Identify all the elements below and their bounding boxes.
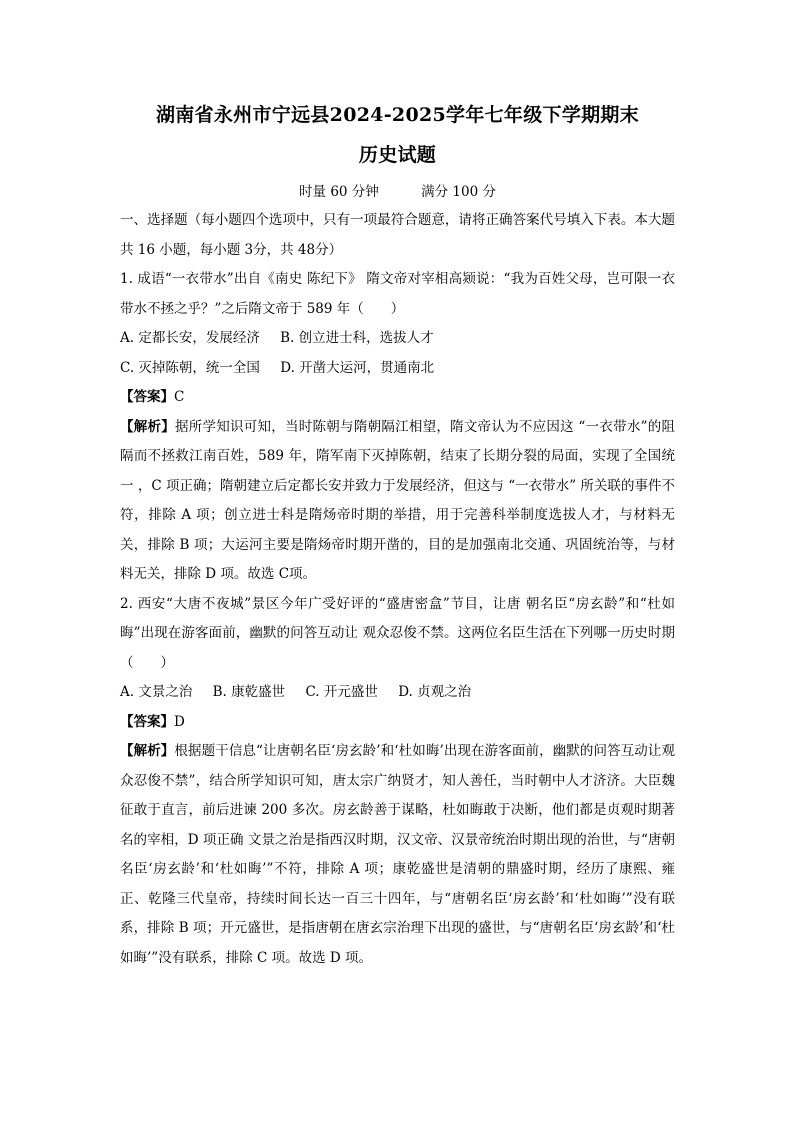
- q1-answer: [120, 383, 675, 413]
- q1-option-c: C. 灭掉陈朝，统一全国: [120, 359, 260, 376]
- q2-option-a: A. 文景之治: [120, 684, 193, 700]
- q2-options-row: [120, 678, 675, 708]
- q1-options-row1: [120, 324, 675, 354]
- q1-answer-tag: 【答案】: [120, 389, 174, 405]
- exam-meta: [120, 182, 675, 202]
- q2-option-c: C. 开元盛世: [305, 684, 378, 700]
- q1-option-a: A. 定都长安，发展经济: [120, 330, 260, 346]
- q2-answer-tag: 【答案】: [120, 713, 174, 730]
- q2-analysis-text: 根据题干信息“让唐朝名臣‘房玄龄’和‘杜如晦’出现在游客面前，幽默的问答互动让观众忍俊不禁”，结合所学知识可知，唐太宗广纳贤才，知人善任，当时朝中人才济济。大臣魏征敢于直言，前后进谏 200 多次。房玄龄善于谋略，杜如晦敢于决断，他们都是贞观时期著名的宰相，D 项正确 文景之治是指西汉时期，汉文帝、汉景帝统治时期出现的治世，与“唐朝名臣‘房玄龄’和‘杜如晦’”不符，排除 A 项；康乾盛世是清朝的鼎盛时期，经历了康熙、雍正、乾隆三代皇帝，持续时间长达一百三十四年，与“唐朝名臣‘房玄龄’和‘杜如晦’”没有联系，排除 B 项；开元盛世，是指唐朝在唐玄宗治理下出现的盛世，与“唐朝名臣‘房玄龄’和‘杜如晦’”没有联系，排除 C 项。故选 D 项。: [120, 743, 675, 966]
- document-page: [120, 100, 675, 973]
- exam-score: 满分 100 分: [421, 184, 496, 200]
- q1-answer-value: C: [174, 389, 185, 405]
- section-intro: 一、选择题（每小题四个选项中，只有一项最符合题意，请将正确答案代号填入下表。本大题共 16 小题，每小题 3分，共 48分）: [120, 212, 675, 258]
- q2-analysis-tag: 【解析】: [120, 743, 175, 759]
- q2-option-b: B. 康乾盛世: [212, 684, 286, 700]
- q1-analysis-text: 据所学知识可知，当时陈朝与隋朝隔江相望，隋文帝认为不应因这 “一衣带水”的阻隔而不拯救江南百姓，589 年，隋军南下灭掉陈朝，结束了长期分裂的局面，实现了全国统一 ，C 项正确；隋朝建立后定都长安并致力于发展经济，但这与 “一衣带水” 所关联的事件不符，排除 A 项；创立进士科是隋炀帝时期的举措，用于完善科举制度选拔人才，与材料无关，排除 B 项；大运河主要是隋炀帝时期开凿的，目的是加强南北交通、巩固统治等，与材料无关，排除 D 项。故选 C项。: [120, 418, 676, 582]
- exam-time: 时量 60 分钟: [299, 184, 379, 200]
- q1-option-d: D. 开凿大运河，贯通南北: [280, 359, 435, 376]
- q1-stem: 1. 成语“一衣带水”出自《南史 陈纪下》 隋文帝对宰相高颎说：“我为百姓父母，岂可限一衣带水不拯之乎？”之后隋文帝于 589 年（ ）: [120, 271, 675, 317]
- q2-stem: 2. 西安“大唐不夜城”景区今年广受好评的“盛唐密盒”节目，让唐 朝名臣“房玄龄”和“杜如晦”出现在游客面前，幽默的问答互动让 观众忍俊不禁。这两位名臣生活在下列哪一历史时期（ ）: [120, 595, 675, 671]
- q2-analysis: [120, 737, 675, 973]
- q2-answer: [120, 708, 675, 738]
- q1-analysis: [120, 413, 675, 590]
- q1-options-row2: [120, 354, 675, 384]
- document-title: 湖南省永州市宁远县2024-2025学年七年级下学期期末: [155, 104, 640, 126]
- q2-answer-value: D: [174, 713, 185, 730]
- q2-option-d: D. 贞观之治: [398, 684, 472, 700]
- document-subtitle: 历史试题: [358, 144, 437, 166]
- q1-option-b: B. 创立进士科，选拔人才: [280, 330, 434, 346]
- q1-analysis-tag: 【解析】: [120, 418, 176, 435]
